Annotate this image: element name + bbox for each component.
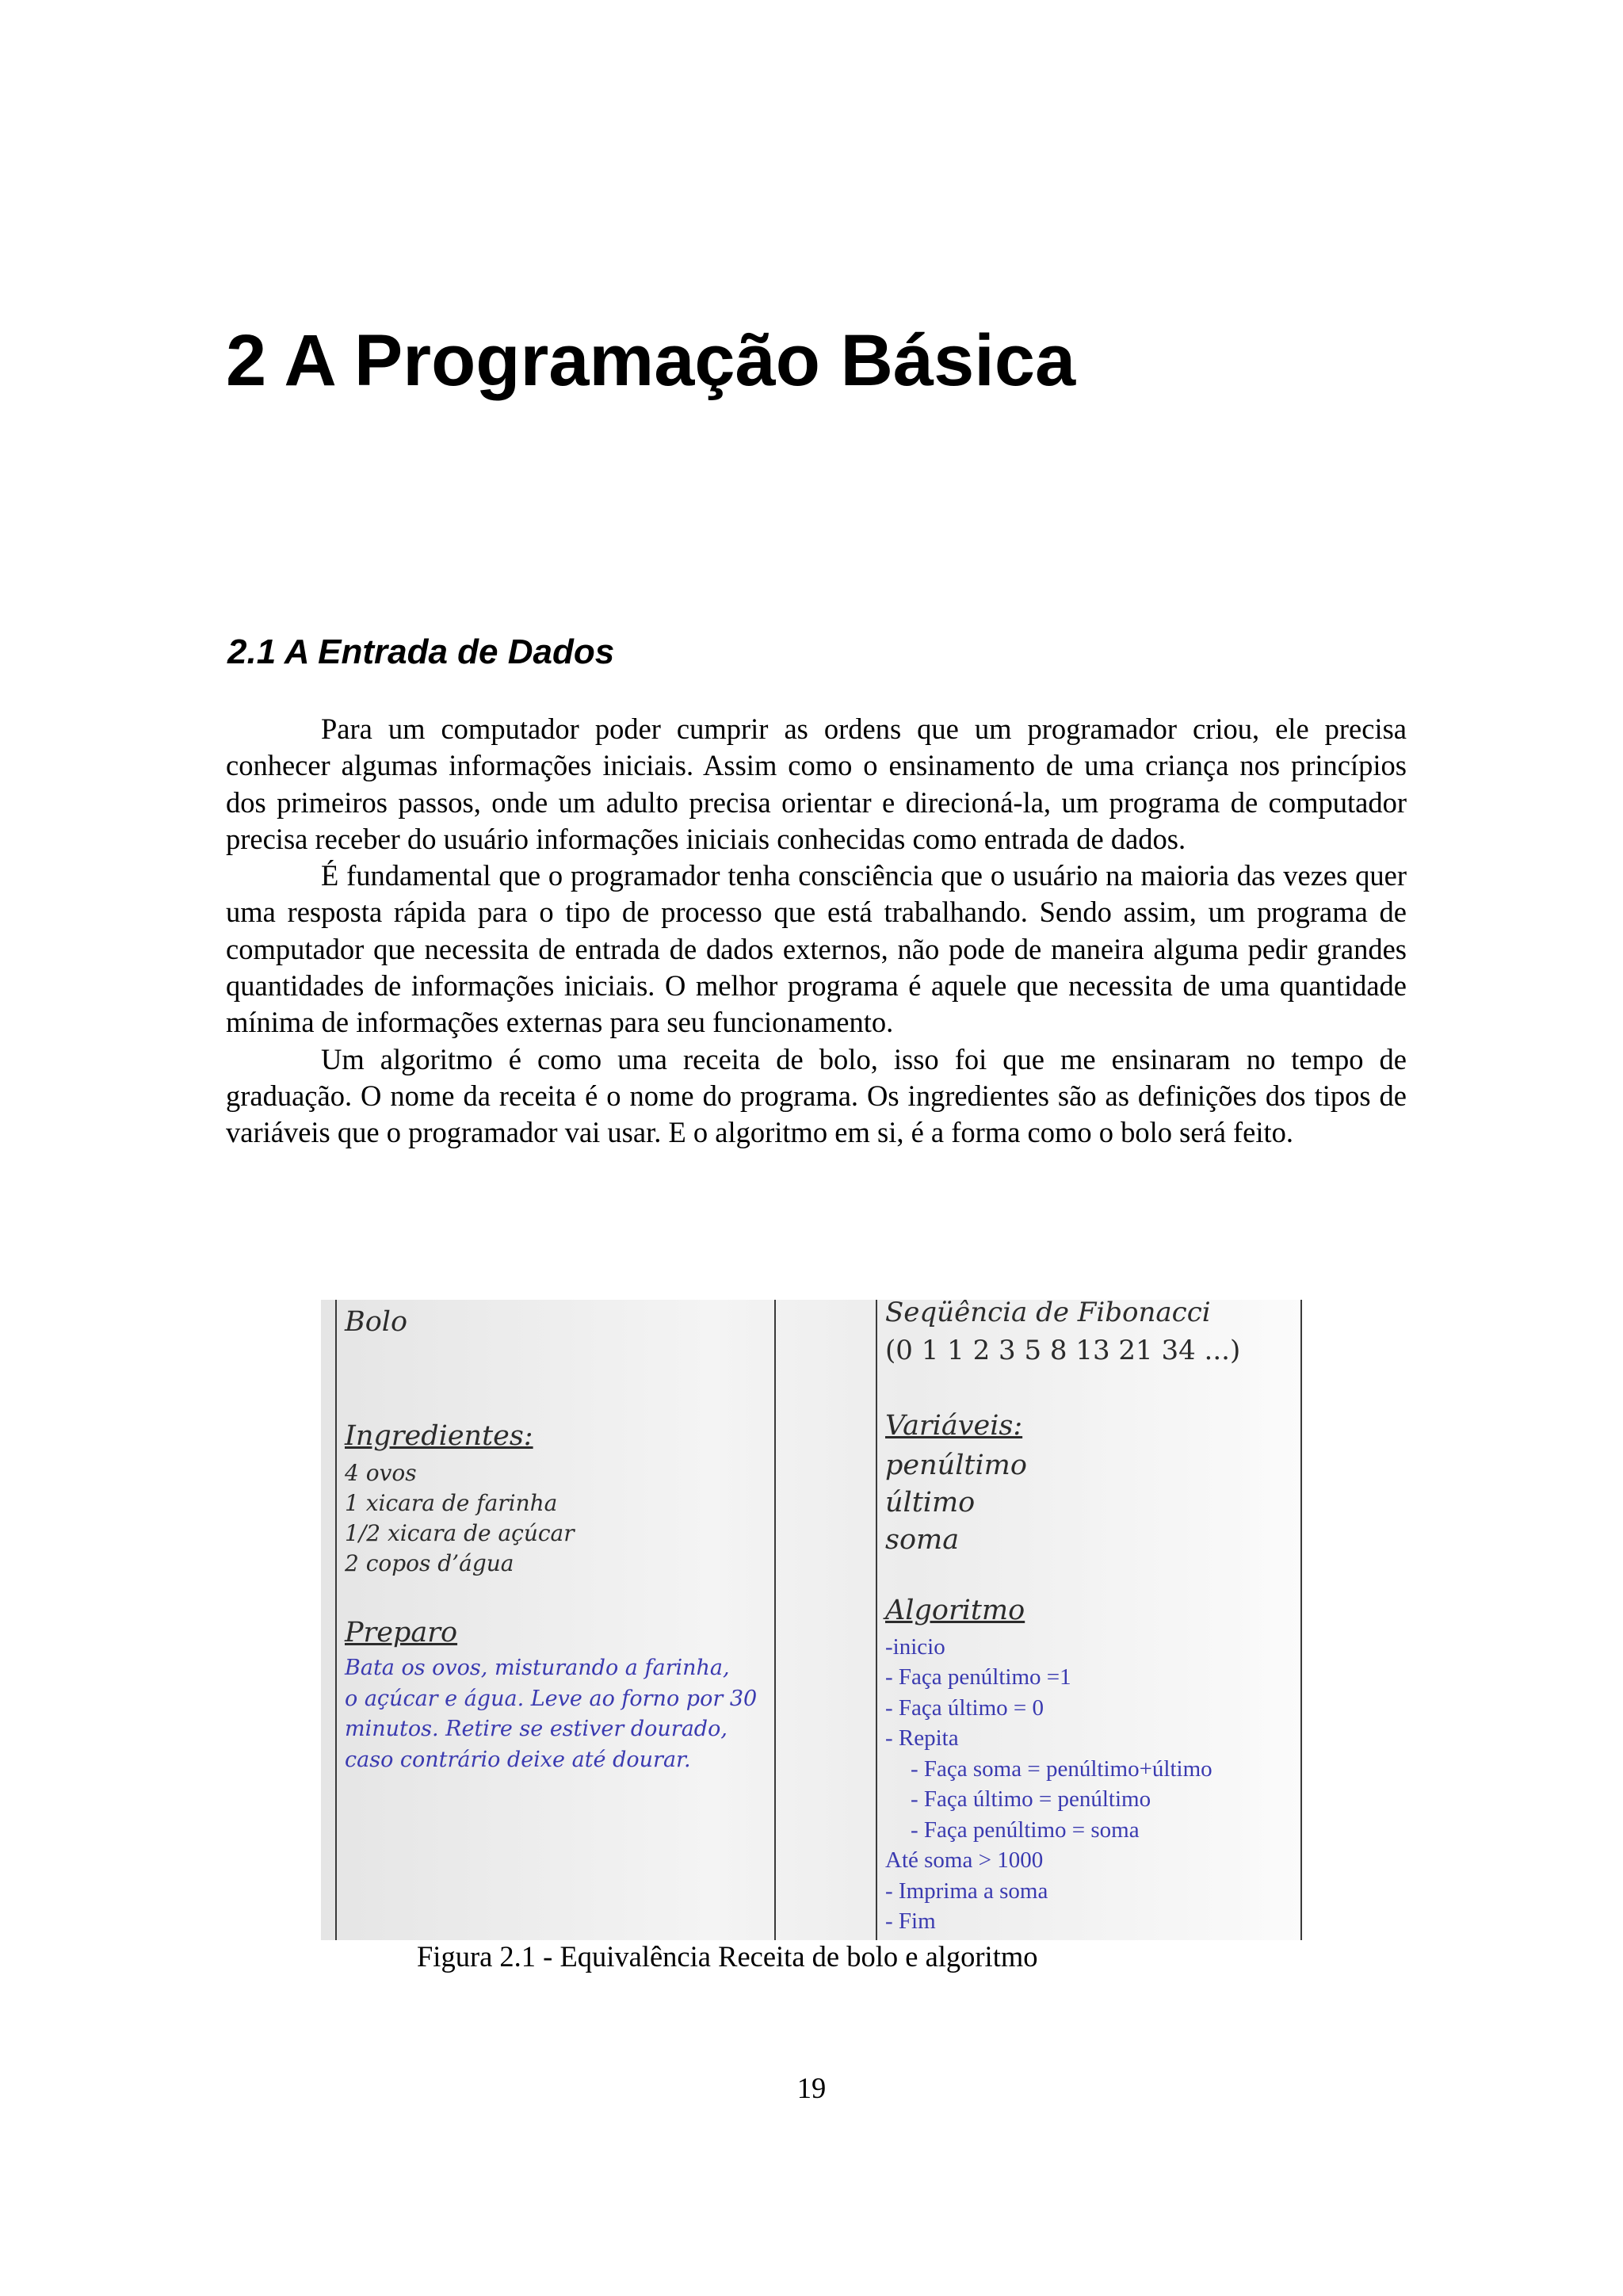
algorithm-line: - Faça penúltimo = soma [911,1817,1140,1843]
fibonacci-sequence: (0 1 1 2 3 5 8 13 21 34 ...) [885,1335,1241,1366]
variable-item: soma [885,1524,960,1556]
section-title: 2.1 A Entrada de Dados [227,632,615,671]
algorithm-line: -inicio [885,1634,945,1660]
ingredient-item: 4 ovos [345,1460,417,1486]
algorithm-line: - Faça último = penúltimo [911,1786,1151,1812]
body-text [226,711,1407,1152]
algorithm-line: - Faça último = 0 [885,1695,1044,1721]
preparo-line: caso contrário deixe até dourar. [345,1748,691,1772]
ingredient-item: 2 copos d’água [345,1550,514,1576]
figure-divider-left [335,1300,337,1940]
preparo-line: minutos. Retire se estiver dourado, [345,1717,727,1741]
figure-divider-center [876,1300,877,1940]
algorithm-line: - Fim [885,1908,936,1934]
figure-caption: Figura 2.1 - Equivalência Receita de bolo e algoritmo [417,1940,1038,1973]
recipe-title: Bolo [345,1306,408,1338]
algorithm-line: Até soma > 1000 [885,1847,1044,1873]
figure-divider-middle [774,1300,776,1940]
algorithm-line: - Faça soma = penúltimo+último [911,1756,1212,1782]
algorithm-line: - Imprima a soma [885,1878,1048,1904]
ingredients-heading: Ingredientes: [345,1420,533,1452]
algorithm-heading: Algoritmo [885,1595,1025,1626]
preparo-line: Bata os ovos, misturando a farinha, [345,1656,730,1680]
chapter-title: 2 A Programação Básica [226,320,1076,401]
paragraph-1: Para um computador poder cumprir as ordens que um programador criou, ele precisa conhecer algumas informações iniciais. Assim como o ensinamento de uma criança nos princípios dos primeiros passos, onde um adulto precisa orientar e direcioná-la, um programa de computador precisa receber do usuário informações iniciais conhecidas como entrada de dados. [226,712,1407,855]
algorithm-line: - Faça penúltimo =1 [885,1664,1071,1690]
paragraph-3: Um algoritmo é como uma receita de bolo, isso foi que me ensinaram no tempo de graduação. O nome da receita é o nome do programa. Os ingredientes são as definições dos tipos de variáveis que o programador vai usar. E o algoritmo em si, é a forma como o bolo será feito. [226,1042,1407,1149]
variable-item: penúltimo [885,1450,1027,1481]
ingredient-item: 1 xicara de farinha [345,1490,558,1516]
figure-recipe-algorithm [321,1297,1304,1940]
algorithm-line: - Repita [885,1725,959,1751]
paragraph-2: É fundamental que o programador tenha consciência que o usuário na maioria das vezes quer uma resposta rápida para o tipo de processo que está trabalhando. Sendo assim, um programa de computador que necessita de entrada de dados externos, não pode de maneira alguma pedir grandes quantidades de informações iniciais. O melhor programa é aquele que necessita de uma quantidade mínima de informações externas para seu funcionamento. [226,859,1407,1039]
fibonacci-title: Seqüência de Fibonacci [885,1297,1211,1328]
page-number: 19 [796,2072,827,2104]
variable-item: último [885,1487,976,1519]
ingredient-item: 1/2 xicara de açúcar [345,1520,575,1546]
preparo-line: o açúcar e água. Leve ao forno por 30 [345,1687,758,1711]
preparo-heading: Preparo [345,1617,458,1648]
variables-heading: Variáveis: [885,1410,1023,1442]
figure-divider-right [1300,1300,1302,1940]
